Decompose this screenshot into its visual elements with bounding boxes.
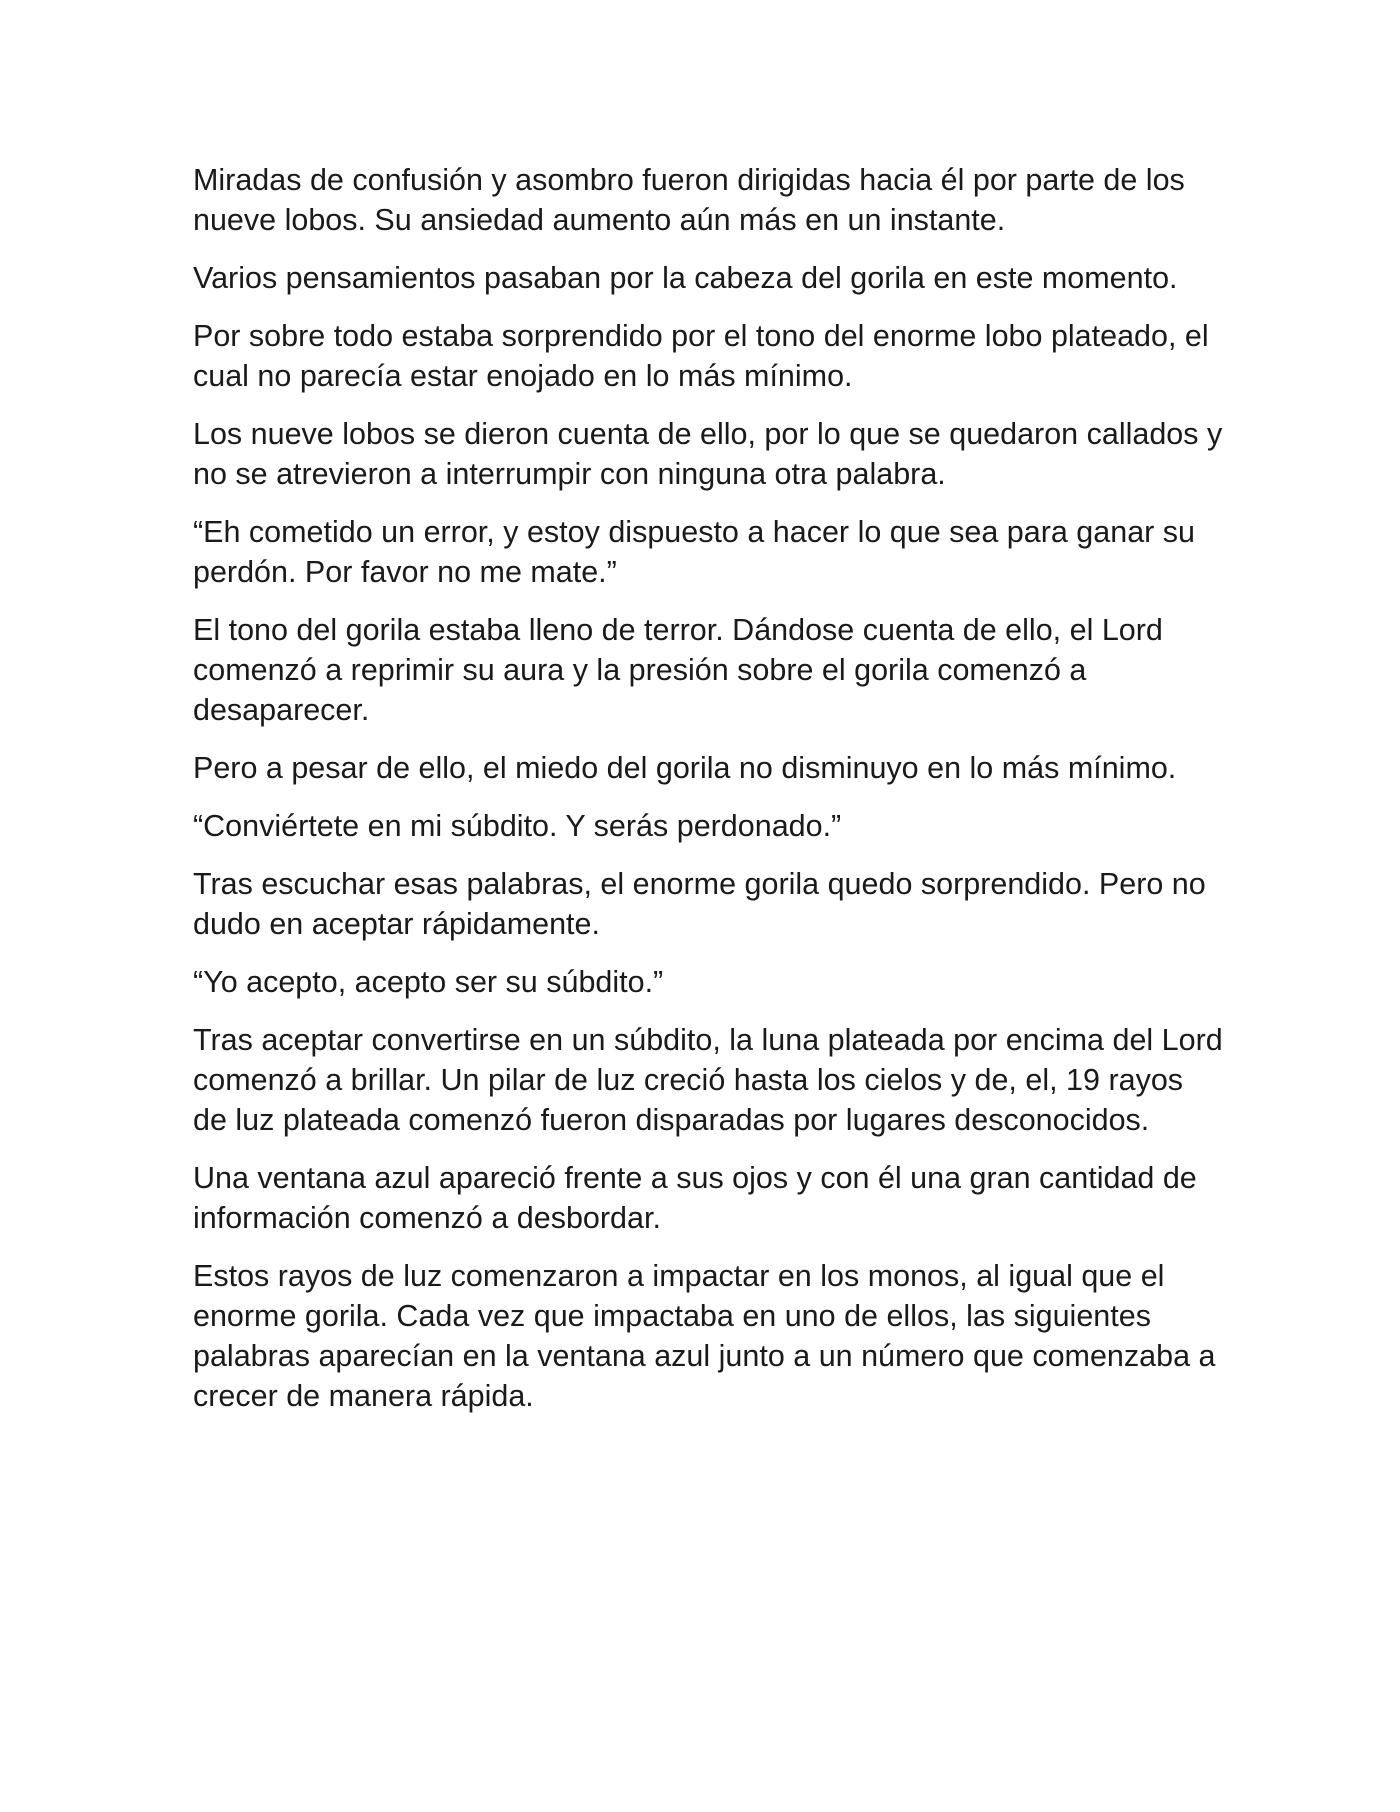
paragraph: Por sobre todo estaba sorprendido por el tono del enorme lobo plateado, el cual no parecía estar enojado en lo más mínimo. [193,319,1209,393]
paragraph: El tono del gorila estaba lleno de terror. Dándose cuenta de ello, el Lord comenzó a reprimir su aura y la presión sobre el gorila comenzó a desaparecer. [193,613,1163,727]
paragraph: “Conviértete en mi súbdito. Y serás perdonado.” [193,809,842,843]
paragraph: Miradas de confusión y asombro fueron dirigidas hacia él por parte de los nueve lobos. Su ansiedad aumento aún más en un instante. [193,163,1185,237]
paragraph: Una ventana azul apareció frente a sus ojos y con él una gran cantidad de información comenzó a desbordar. [193,1161,1197,1235]
document-body [193,160,1223,1434]
paragraph: Pero a pesar de ello, el miedo del gorila no disminuyo en lo más mínimo. [193,751,1177,785]
paragraph: Varios pensamientos pasaban por la cabeza del gorila en este momento. [193,261,1178,295]
paragraph: Tras escuchar esas palabras, el enorme gorila quedo sorprendido. Pero no dudo en aceptar rápidamente. [193,867,1206,941]
paragraph: Tras aceptar convertirse en un súbdito, la luna plateada por encima del Lord comenzó a brillar. Un pilar de luz creció hasta los cielos y de, el, 19 rayos de luz plateada comenzó fueron disparadas por lugares desconocidos. [193,1023,1223,1137]
paragraph: “Yo acepto, acepto ser su súbdito.” [193,965,664,999]
paragraph: Los nueve lobos se dieron cuenta de ello, por lo que se quedaron callados y no se atrevieron a interrumpir con ninguna otra palabra. [193,417,1223,491]
paragraph: Estos rayos de luz comenzaron a impactar en los monos, al igual que el enorme gorila. Cada vez que impactaba en uno de ellos, las siguientes palabras aparecían en la ventana azul junto a un número que comenzaba a crecer de manera rápida. [193,1259,1216,1413]
paragraph: “Eh cometido un error, y estoy dispuesto a hacer lo que sea para ganar su perdón. Por favor no me mate.” [193,515,1196,589]
